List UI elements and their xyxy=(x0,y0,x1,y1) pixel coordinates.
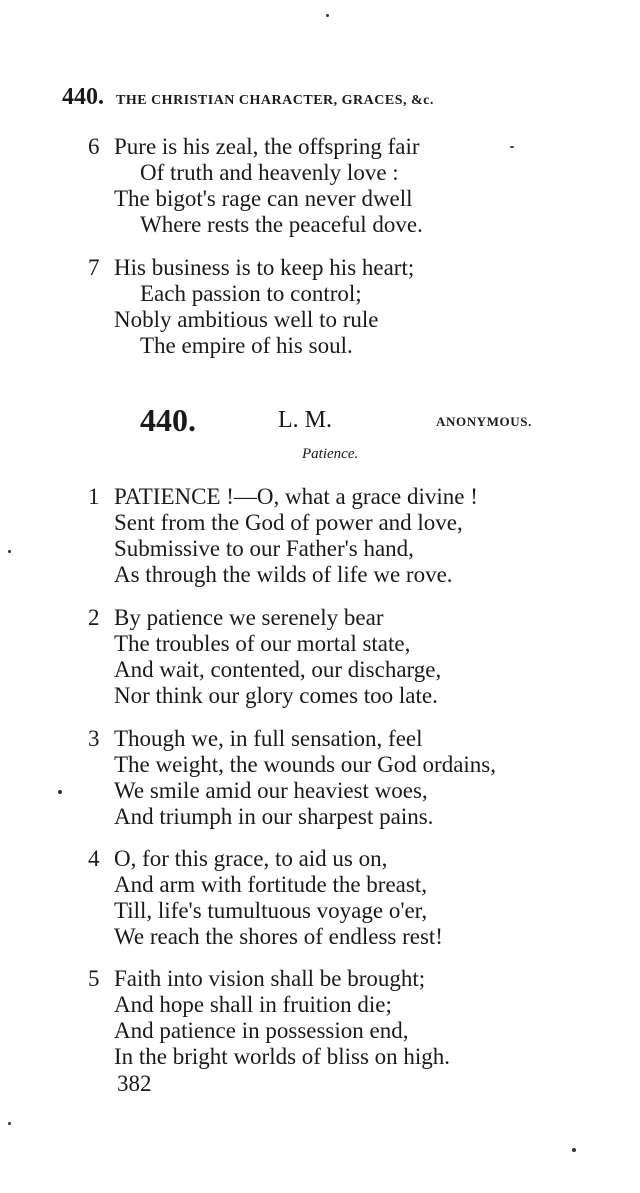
verse-line: We reach the shores of endless rest! xyxy=(114,924,443,949)
verse-line: O, for this grace, to aid us on, xyxy=(114,846,388,871)
verse-line: Till, life's tumultuous voyage o'er, xyxy=(114,898,428,923)
verse-line: His business is to keep his heart; xyxy=(114,255,415,280)
print-speck xyxy=(8,550,11,553)
stanza-number: 4 xyxy=(88,846,100,871)
running-head-number: 440. xyxy=(62,84,104,110)
verse-line: And hope shall in fruition die; xyxy=(114,992,392,1017)
running-head-title: THE CHRISTIAN CHARACTER, GRACES, &c. xyxy=(116,93,434,108)
print-speck xyxy=(58,790,62,794)
stanza-number: 5 xyxy=(88,966,100,991)
print-speck xyxy=(510,146,514,148)
verse-line: The bigot's rage can never dwell xyxy=(114,186,413,211)
verse-line-first xyxy=(114,484,478,510)
verse-line: The empire of his soul. xyxy=(140,333,353,358)
verse-line: Each passion to control; xyxy=(140,281,362,306)
hymn-meter: L. M. xyxy=(278,407,332,433)
verse-line: As through the wilds of life we rove. xyxy=(114,562,453,587)
verse-line: And wait, contented, our discharge, xyxy=(114,657,442,682)
stanza-number: 3 xyxy=(88,726,100,751)
running-head xyxy=(62,84,562,111)
verse-line: Nor think our glory comes too late. xyxy=(114,683,438,708)
print-speck xyxy=(326,14,329,17)
verse-line: In the bright worlds of bliss on high. xyxy=(114,1044,451,1069)
verse-line: Of truth and heavenly love : xyxy=(140,160,399,185)
verse-line: The troubles of our mortal state, xyxy=(114,631,411,656)
print-speck xyxy=(572,1148,576,1152)
verse-line: Where rests the peaceful dove. xyxy=(140,212,423,237)
verse-line: And patience in possession end, xyxy=(114,1018,409,1043)
hymn-number: 440. xyxy=(140,402,196,438)
verse-line: And arm with fortitude the breast, xyxy=(114,872,427,897)
print-speck xyxy=(8,1122,11,1125)
verse-line: And triumph in our sharpest pains. xyxy=(114,804,434,829)
verse-line: Nobly ambitious well to rule xyxy=(114,307,379,332)
hymn-author: ANONYMOUS. xyxy=(436,414,532,429)
verse-line: The weight, the wounds our God ordains, xyxy=(114,752,496,777)
stanza-number: 2 xyxy=(88,605,100,630)
stanza-number: 6 xyxy=(88,134,100,159)
verse-line-rest: !—O, what a grace divine ! xyxy=(220,484,478,509)
verse-line: By patience we serenely bear xyxy=(114,605,384,630)
verse-line: Faith into vision shall be brought; xyxy=(114,966,426,991)
verse-line: Sent from the God of power and love, xyxy=(114,510,463,535)
verse-line: Pure is his zeal, the offspring fair xyxy=(114,134,420,159)
stanza-number: 7 xyxy=(88,255,100,280)
verse-line: Though we, in full sensation, feel xyxy=(114,726,423,751)
verse-line: We smile amid our heaviest woes, xyxy=(114,778,428,803)
page-number: 382 xyxy=(117,1071,152,1096)
verse-line: Submissive to our Father's hand, xyxy=(114,536,414,561)
stanza-number: 1 xyxy=(88,484,100,509)
hymn-subject: Patience. xyxy=(302,446,359,462)
first-word: PATIENCE xyxy=(114,484,221,509)
